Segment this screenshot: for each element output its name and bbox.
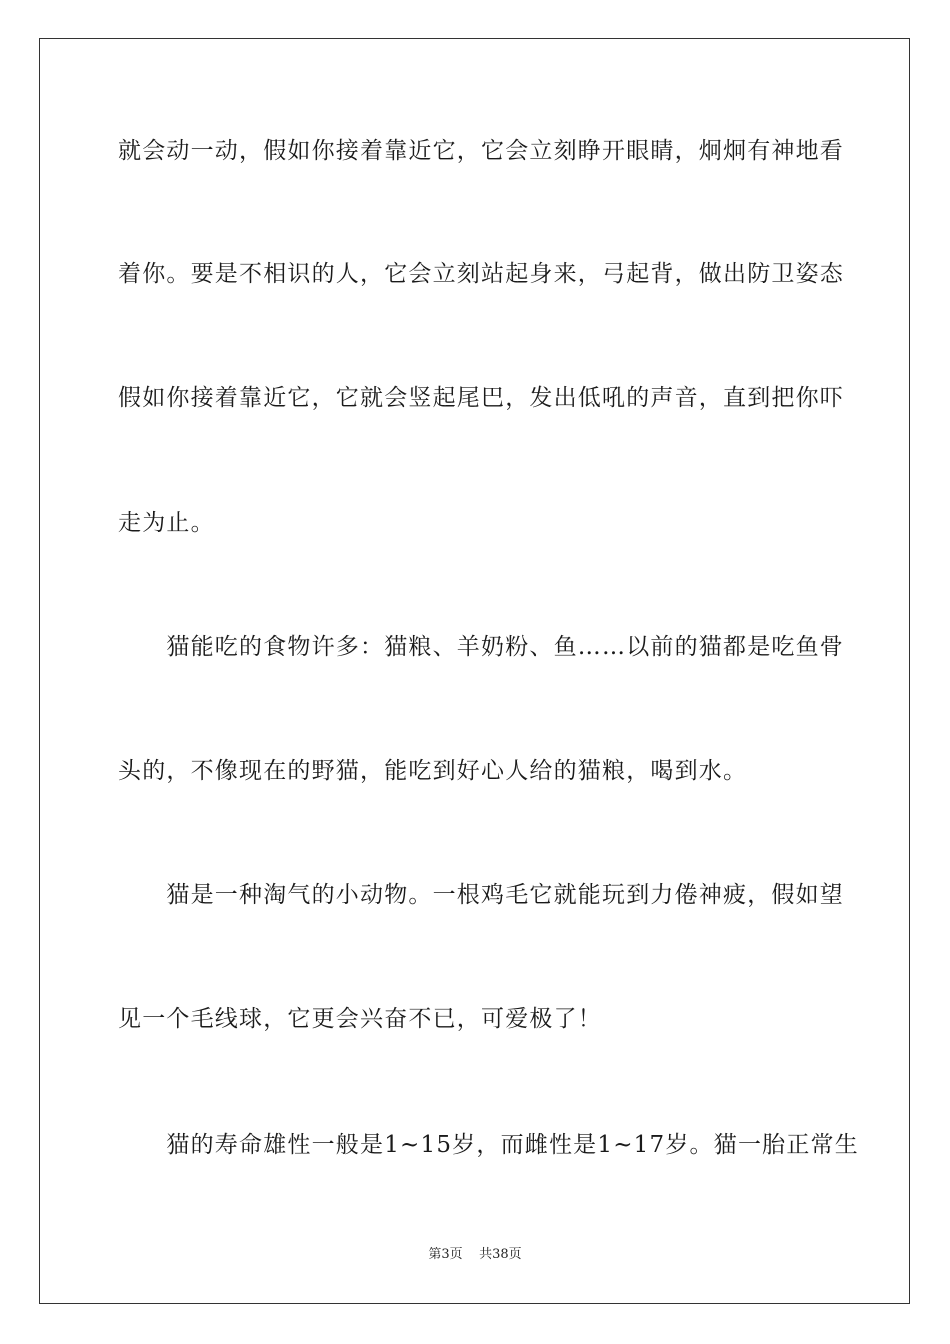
- page-footer: [0, 1246, 950, 1264]
- page-border: [39, 38, 910, 1304]
- text-line-2: 着你。要是不相识的人，它会立刻站起身来，弓起背，做出防卫姿态: [118, 261, 844, 287]
- text-line-6: 头的，不像现在的野猫，能吃到好心人给的猫粮，喝到水。: [118, 758, 748, 784]
- text-line-1: 就会动一动，假如你接着靠近它，它会立刻睁开眼睛，炯炯有神地看: [118, 138, 844, 164]
- text-line-3: 假如你接着靠近它，它就会竖起尾巴，发出低吼的声音，直到把你吓: [118, 385, 844, 411]
- text-line-8: 见一个毛线球，它更会兴奋不已，可爱极了！: [118, 1006, 602, 1032]
- page-number: 第3页: [428, 1247, 463, 1262]
- text-line-4: 走为止。: [118, 510, 215, 536]
- text-line-9: 猫的寿命雄性一般是1~15岁，而雌性是1~17岁。猫一胎正常生: [118, 1132, 859, 1158]
- text-line-5: 猫能吃的食物许多：猫粮、羊奶粉、鱼……以前的猫都是吃鱼骨: [118, 634, 844, 660]
- total-pages: 共38页: [479, 1247, 522, 1262]
- text-line-7: 猫是一种淘气的小动物。一根鸡毛它就能玩到力倦神疲，假如望: [118, 882, 844, 908]
